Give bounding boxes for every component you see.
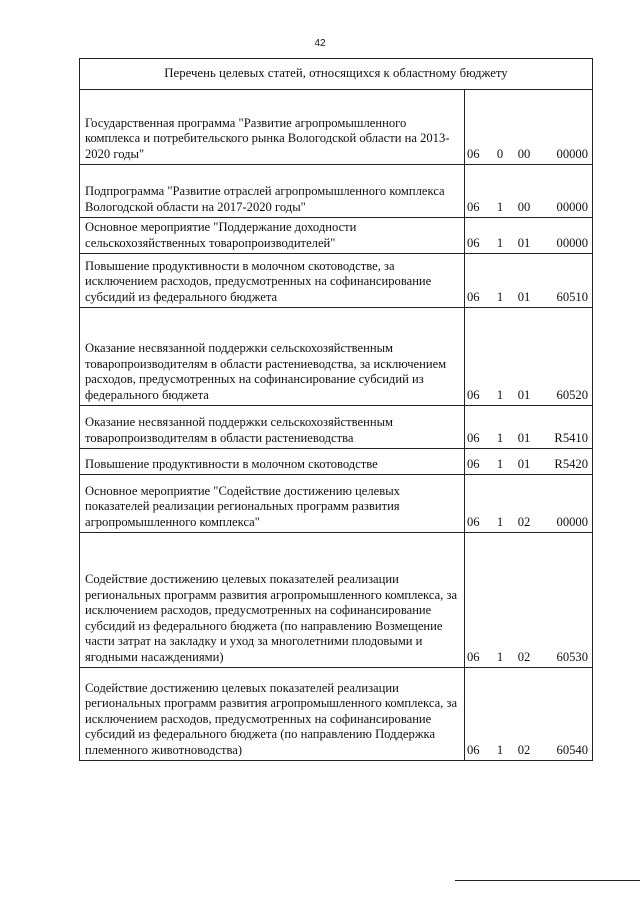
subprogram-code: 1: [496, 430, 504, 445]
table-row: [80, 475, 593, 533]
code-parts: [467, 388, 590, 404]
subprogram-code: 0: [496, 146, 504, 161]
table-row: [80, 165, 593, 218]
article-name: Содействие достижению целевых показателей реализации региональных программ развития агропромышленного комплекса, за исключением расходов, предусмотренных на софинансирование субсидий из федерального бюджета (по направлению Возмещение части затрат на закладку и уход за многолетними плодовыми и ягодными насаждениями): [80, 533, 465, 668]
table-title: Перечень целевых статей, относящихся к областному бюджету: [80, 59, 593, 90]
article-code: [465, 668, 593, 761]
program-code: 06: [467, 387, 480, 402]
program-code: 06: [467, 649, 480, 664]
article-code: [465, 533, 593, 668]
code-parts: [467, 290, 590, 306]
article-name: Подпрограмма "Развитие отраслей агропромышленного комплекса Вологодской области на 2017-2020 годы": [80, 165, 465, 218]
direction-code: 00000: [556, 235, 589, 250]
code-parts: [467, 457, 590, 473]
page-number: 42: [314, 38, 326, 49]
activity-code: 01: [517, 387, 531, 402]
subprogram-code: 1: [496, 456, 504, 471]
direction-code: 60530: [556, 649, 589, 664]
article-code: [465, 254, 593, 308]
article-code: [465, 165, 593, 218]
article-name: Повышение продуктивности в молочном скотоводстве, за исключением расходов, предусмотренных на софинансирование субсидий из федерального бюджета: [80, 254, 465, 308]
program-code: 06: [467, 430, 480, 445]
article-code: [465, 475, 593, 533]
table-row: [80, 406, 593, 449]
table-row: [80, 254, 593, 308]
code-parts: [467, 431, 590, 447]
direction-code: 60520: [556, 387, 589, 402]
table-row: [80, 449, 593, 475]
article-name: Содействие достижению целевых показателей реализации региональных программ развития агропромышленного комплекса, за исключением расходов, предусмотренных на софинансирование субсидий из федерального бюджета (по направлению Поддержка племенного животноводства): [80, 668, 465, 761]
activity-code: 01: [517, 289, 531, 304]
article-name: Основное мероприятие "Содействие достижению целевых показателей реализации региональных программ развития агропромышленного комплекса": [80, 475, 465, 533]
subprogram-code: 1: [496, 742, 504, 757]
direction-code: 00000: [556, 199, 589, 214]
code-parts: [467, 236, 590, 252]
activity-code: 02: [517, 514, 531, 529]
direction-code: 60510: [556, 289, 589, 304]
code-parts: [467, 515, 590, 531]
direction-code: 00000: [556, 514, 589, 529]
target-articles-table: [79, 58, 593, 761]
direction-code: 60540: [556, 742, 589, 757]
table-body: [80, 90, 593, 761]
program-code: 06: [467, 289, 480, 304]
subprogram-code: 1: [496, 289, 504, 304]
code-parts: [467, 650, 590, 666]
table-row: [80, 218, 593, 254]
article-name: Государственная программа "Развитие агропромышленного комплекса и потребительского рынка Вологодской области на 2013-2020 годы": [80, 90, 465, 165]
subprogram-code: 1: [496, 199, 504, 214]
activity-code: 00: [517, 146, 531, 161]
table-title-row: [80, 59, 593, 90]
article-code: [465, 406, 593, 449]
article-name: Оказание несвязанной поддержки сельскохозяйственным товаропроизводителям в области растениеводства: [80, 406, 465, 449]
table-row: [80, 533, 593, 668]
activity-code: 01: [517, 430, 531, 445]
program-code: 06: [467, 235, 480, 250]
table-row: [80, 90, 593, 165]
table-row: [80, 668, 593, 761]
program-code: 06: [467, 456, 480, 471]
article-name: Оказание несвязанной поддержки сельскохозяйственным товаропроизводителям в области растениеводства, за исключением расходов, предусмотренных на софинансирование субсидий из федерального бюджета: [80, 308, 465, 406]
code-parts: [467, 200, 590, 216]
program-code: 06: [467, 514, 480, 529]
direction-code: 00000: [556, 146, 589, 161]
article-name: Повышение продуктивности в молочном скотоводстве: [80, 449, 465, 475]
article-code: [465, 308, 593, 406]
article-name: Основное мероприятие "Поддержание доходности сельскохозяйственных товаропроизводителей": [80, 218, 465, 254]
article-code: [465, 90, 593, 165]
program-code: 06: [467, 742, 480, 757]
article-code: [465, 218, 593, 254]
code-parts: [467, 743, 590, 759]
subprogram-code: 1: [496, 514, 504, 529]
activity-code: 00: [517, 199, 531, 214]
code-parts: [467, 147, 590, 163]
footer-rule: [455, 880, 640, 881]
direction-code: R5420: [554, 456, 589, 471]
activity-code: 01: [517, 235, 531, 250]
program-code: 06: [467, 199, 480, 214]
subprogram-code: 1: [496, 235, 504, 250]
subprogram-code: 1: [496, 649, 504, 664]
subprogram-code: 1: [496, 387, 504, 402]
program-code: 06: [467, 146, 480, 161]
activity-code: 02: [517, 742, 531, 757]
activity-code: 02: [517, 649, 531, 664]
activity-code: 01: [517, 456, 531, 471]
article-code: [465, 449, 593, 475]
table-row: [80, 308, 593, 406]
direction-code: R5410: [554, 430, 589, 445]
